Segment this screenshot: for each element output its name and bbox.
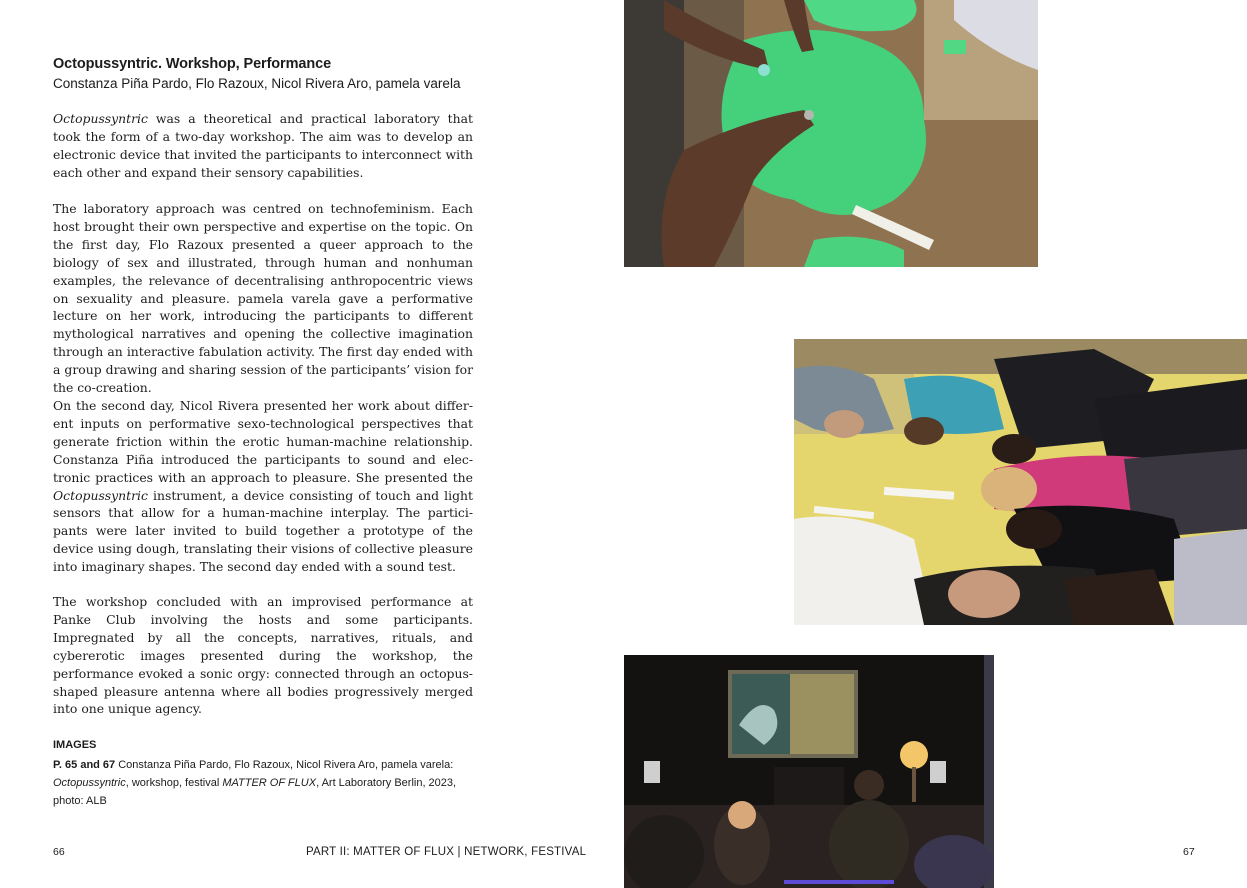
paragraph-first-day: The laboratory approach was centred on technofeminism. Each host brought their own perspective and expertise on the topic. On the first day, Flo Razoux presented a queer approach to the biology of sex and illustrated, through human and nonhuman examples, the relevance of decentralising anthropocentric views on sexuality and pleasure. pamela varela gave a performative lecture on her work, introducing the participants to different mythological narratives and opening the collective imagination through an interactive fabulation activity. The first day ended with a group drawing and sharing session of the participants’ vision for the co-creation. xyxy=(53,201,473,396)
running-footer: PART II: MATTER OF FLUX | NETWORK, FESTIVAL xyxy=(306,846,587,858)
article-title: Octopussyntric. Workshop, Performance xyxy=(53,56,332,72)
paragraph-intro xyxy=(53,110,473,182)
photo-performance-projection-icon xyxy=(624,655,994,888)
image-credits xyxy=(53,756,473,810)
credit-photo: photo: ALB xyxy=(53,795,107,807)
credit-festival-title: MATTER OF FLUX xyxy=(222,777,317,789)
images-heading: IMAGES xyxy=(53,739,97,751)
photo-hands-dough-icon xyxy=(624,0,1038,267)
credit-work-title: Octopussyntric xyxy=(53,777,126,789)
credit-text: Constanza Piña Pardo, Flo Razoux, Nicol Rivera Aro, pamela varela: xyxy=(115,759,454,771)
paragraph-text: On the second day, Nicol Rivera presented her work about different inputs on performative sexo-technological perspectives that generate friction within the erotic human-machine relationship. Constanza Piña introduced the participants to sound and electronic practices with an approach to pleasure. She presented the xyxy=(53,398,473,485)
photo-performance-projection xyxy=(624,655,994,888)
paragraph-text: instrument, a device consisting of touch and light sensors that allow for a human-machine interplay. The participants were later invited to build together a prototype of the device using dough, translating their visions of collective pleasure into imaginary shapes. The second day ended with a sound test. xyxy=(53,487,473,575)
page-number-left: 66 xyxy=(53,846,65,858)
paragraph-text: was a theoretical and practical laboratory that took the form of a two-day workshop. The aim was to develop an electronic device that invited the participants to interconnect with each other and expand their sensory capabilities. xyxy=(53,111,473,180)
photo-people-lying-floor xyxy=(794,339,1247,625)
credit-text: , Art Laboratory Berlin, 2023, xyxy=(316,777,457,789)
emphasis-title: Octopussyntric xyxy=(53,487,148,503)
image-pages-label: P. 65 and 67 xyxy=(53,759,116,771)
paragraph-second-day xyxy=(53,397,473,576)
credit-text: , workshop, festival xyxy=(125,777,223,789)
photo-people-lying-floor-icon xyxy=(794,339,1247,625)
page-number-right: 67 xyxy=(1183,846,1195,858)
emphasis-title: Octopussyntric xyxy=(53,111,148,126)
paragraph-conclusion: The workshop concluded with an improvised performance at Panke Club involving the hosts and some participants. Impregnated by all the concepts, narratives, rituals, and cybererotic images presented during the workshop, the performance evoked a sonic orgy: connected through an octopus-shaped pleasure antenna where all bodies progressively merged into one unique agency. xyxy=(53,594,473,717)
photo-hands-dough xyxy=(624,0,1038,267)
article-authors: Constanza Piña Pardo, Flo Razoux, Nicol Rivera Aro, pamela varela xyxy=(53,76,461,91)
